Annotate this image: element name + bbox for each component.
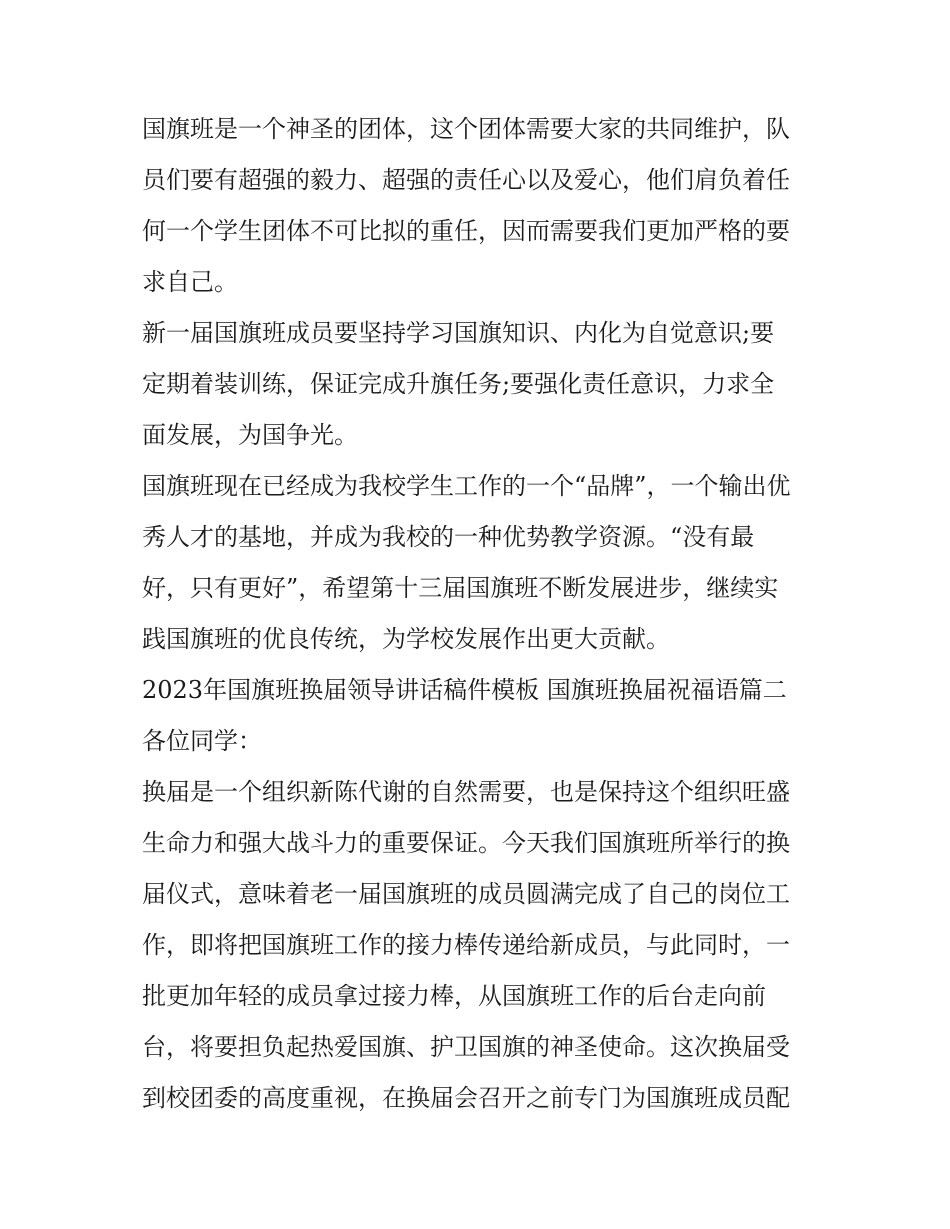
text-line: 何一个学生团体不可比拟的重任，因而需要我们更加严格的要 [142,217,790,245]
section-heading-line: 2023年国旗班换届领导讲话稿件模板 国旗班换届祝福语篇二 [142,676,787,704]
text-line: 好，只有更好”，希望第十三届国旗班不断发展进步，继续实 [142,574,779,602]
text-line: 员们要有超强的毅力、超强的责任心以及爱心，他们肩负着任 [142,166,790,194]
text-line: 生命力和强大战斗力的重要保证。今天我们国旗班所举行的换 [142,829,790,857]
text-line: 台，将要担负起热爱国旗、护卫国旗的神圣使命。这次换届受 [142,1033,790,1061]
text-line: 作，即将把国旗班工作的接力棒传递给新成员，与此同时，一 [142,931,790,959]
text-line: 国旗班是一个神圣的团体，这个团体需要大家的共同维护，队 [142,115,790,143]
text-line: 求自己。 [142,268,238,296]
document-body [142,104,822,1124]
text-line: 践国旗班的优良传统，为学校发展作出更大贡献。 [142,625,670,653]
text-line: 秀人才的基地，并成为我校的一种优势教学资源。“没有最 [142,523,755,551]
text-line: 到校团委的高度重视，在换届会召开之前专门为国旗班成员配 [142,1084,790,1112]
text-line: 面发展，为国争光。 [142,421,358,449]
text-line: 定期着装训练，保证完成升旗任务;要强化责任意识，力求全 [142,370,775,398]
text-line: 批更加年轻的成员拿过接力棒，从国旗班工作的后台走向前 [142,982,766,1010]
text-line: 届仪式，意味着老一届国旗班的成员圆满完成了自己的岗位工 [142,880,790,908]
salutation-line: 各位同学： [142,727,262,755]
text-line: 国旗班现在已经成为我校学生工作的一个“品牌”，一个输出优 [142,472,791,500]
text-line: 新一届国旗班成员要坚持学习国旗知识、内化为自觉意识;要 [142,319,775,347]
text-line: 换届是一个组织新陈代谢的自然需要，也是保持这个组织旺盛 [142,778,790,806]
